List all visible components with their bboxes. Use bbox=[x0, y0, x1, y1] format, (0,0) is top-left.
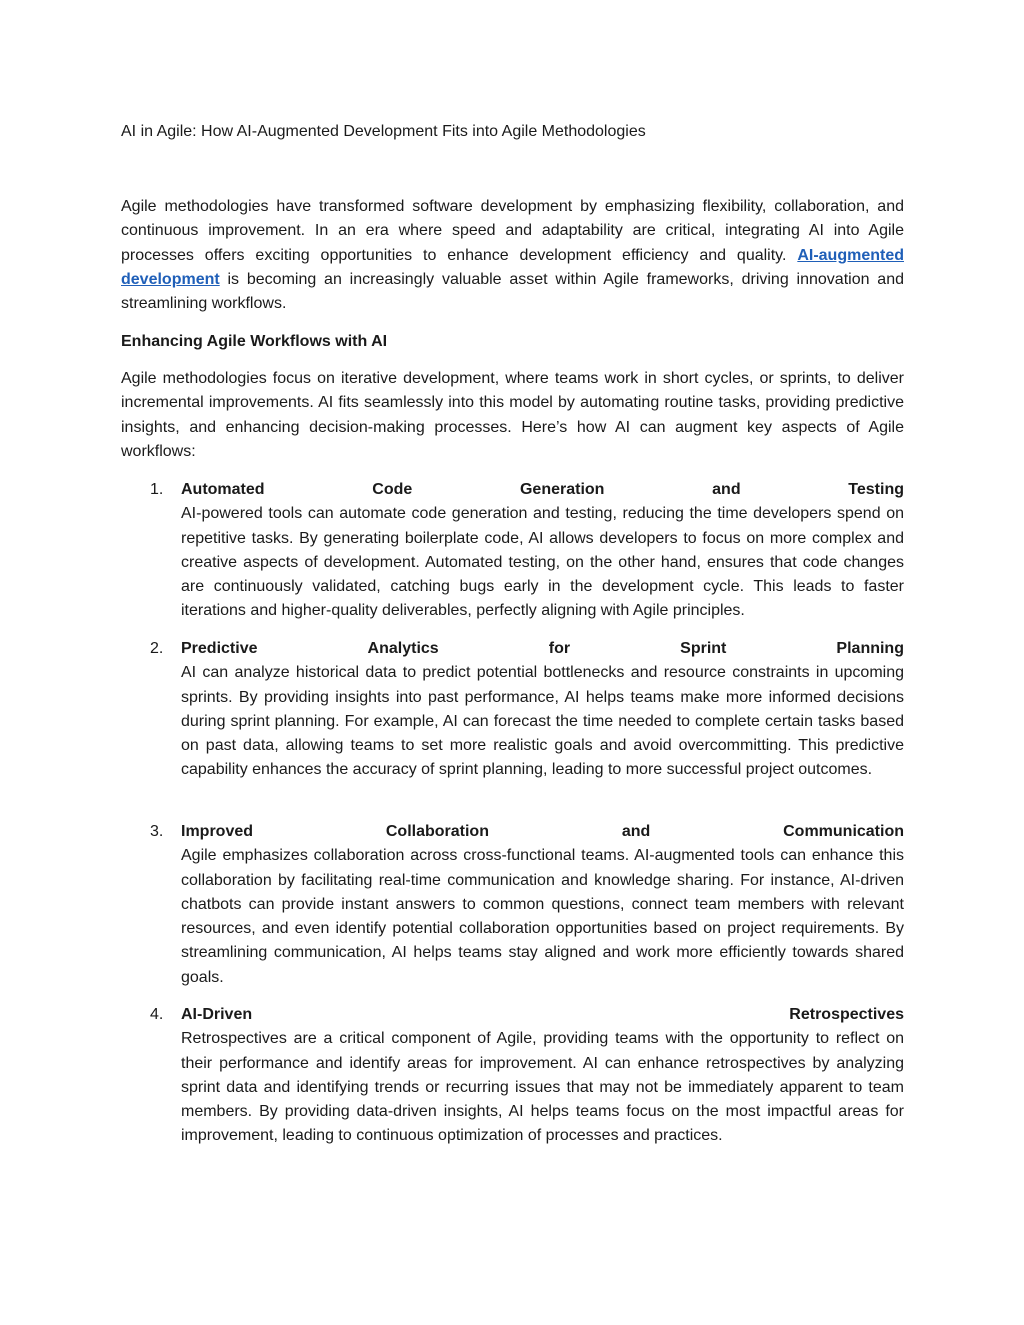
heading-word: Retrospectives bbox=[789, 1006, 904, 1023]
list-item-text: Agile emphasizes collaboration across cross-functional teams. AI-augmented tools can enhance this collaboration by facilitating real-time communication and knowledge sharing. For instance, AI-driven chatbots can provide instant answers to common questions, connect team members with relevant resources, and even identify potential collaboration opportunities based on project requirements. By streamlining communication, AI helps teams stay aligned and work more efficiently towards shared goals. bbox=[181, 847, 904, 986]
list-item-text: AI-powered tools can automate code generation and testing, reducing the time developers spend on repetitive tasks. By generating boilerplate code, AI allows developers to focus on more complex and creative aspects of development. Automated testing, on the other hand, ensures that code changes are continuously validated, catching bugs early in the development cycle. This leads to faster iterations and higher-quality deliverables, perfectly aligning with Agile principles. bbox=[181, 505, 904, 620]
heading-word: AI-Driven bbox=[181, 1006, 253, 1023]
list-item-heading bbox=[181, 637, 904, 661]
list-item-heading bbox=[181, 1003, 904, 1027]
list-item-number: 4. bbox=[150, 1006, 164, 1023]
heading-word: and bbox=[621, 823, 651, 840]
heading-word: Automated bbox=[181, 481, 265, 498]
section-intro-paragraph: Agile methodologies focus on iterative development, where teams work in short cycles, or sprints, to deliver incremental improvements. AI fits seamlessly into this model by automating routine tasks, providing predictive insights, and enhancing decision-making processes. Here’s how AI can augment key aspects of Agile workflows: bbox=[121, 370, 904, 460]
heading-word: Improved bbox=[181, 823, 254, 840]
heading-word: Generation bbox=[519, 481, 605, 498]
heading-word: Collaboration bbox=[385, 823, 489, 840]
heading-word: and bbox=[712, 481, 741, 498]
list-item-number: 2. bbox=[150, 640, 164, 657]
intro-text-before-link: Agile methodologies have transformed software development by emphasizing flexibility, collaboration, and continuous improvement. In an era where speed and adaptability are critical, integrating AI into Agile processes offers exciting opportunities to enhance development efficiency and quality. bbox=[121, 198, 904, 264]
heading-word: Communication bbox=[783, 823, 904, 840]
list-item-number: 1. bbox=[150, 481, 164, 498]
heading-word: Analytics bbox=[367, 640, 439, 657]
intro-text-after-link: is becoming an increasingly valuable asset within Agile frameworks, driving innovation and streamlining workflows. bbox=[121, 270, 904, 313]
heading-word: Testing bbox=[848, 481, 904, 498]
list-item-number: 3. bbox=[150, 823, 164, 840]
list-item-heading bbox=[181, 820, 904, 844]
heading-word: Planning bbox=[836, 640, 904, 657]
heading-word: Code bbox=[372, 481, 413, 498]
document-title: AI in Agile: How AI-Augmented Development Fits into Agile Methodologies bbox=[121, 123, 646, 140]
heading-word: Sprint bbox=[680, 640, 727, 657]
ai-augmented-development-link[interactable]: AI-augmented development bbox=[121, 246, 904, 288]
heading-word: for bbox=[548, 640, 571, 657]
section-heading: Enhancing Agile Workflows with AI bbox=[121, 333, 388, 350]
list-item-text: Retrospectives are a critical component of Agile, providing teams with the opportunity to reflect on their performance and identify areas for improvement. AI can enhance retrospectives by analyzing sprint data and identifying trends or recurring issues that may not be immediately apparent to team members. By providing data-driven insights, AI helps teams focus on the most impactful areas for improvement, leading to continuous optimization of processes and practices. bbox=[181, 1030, 904, 1145]
heading-word: Predictive bbox=[181, 640, 258, 657]
list-item-text: AI can analyze historical data to predict potential bottlenecks and resource constraints in upcoming sprints. By providing insights into past performance, AI helps teams make more informed decisions during sprint planning. For example, AI can forecast the time needed to complete certain tasks based on past data, allowing teams to set more realistic goals and avoid overcommitting. This predictive capability enhances the accuracy of sprint planning, leading to more successful project outcomes. bbox=[181, 664, 904, 779]
intro-paragraph bbox=[121, 195, 904, 316]
list-item-heading bbox=[181, 478, 904, 502]
